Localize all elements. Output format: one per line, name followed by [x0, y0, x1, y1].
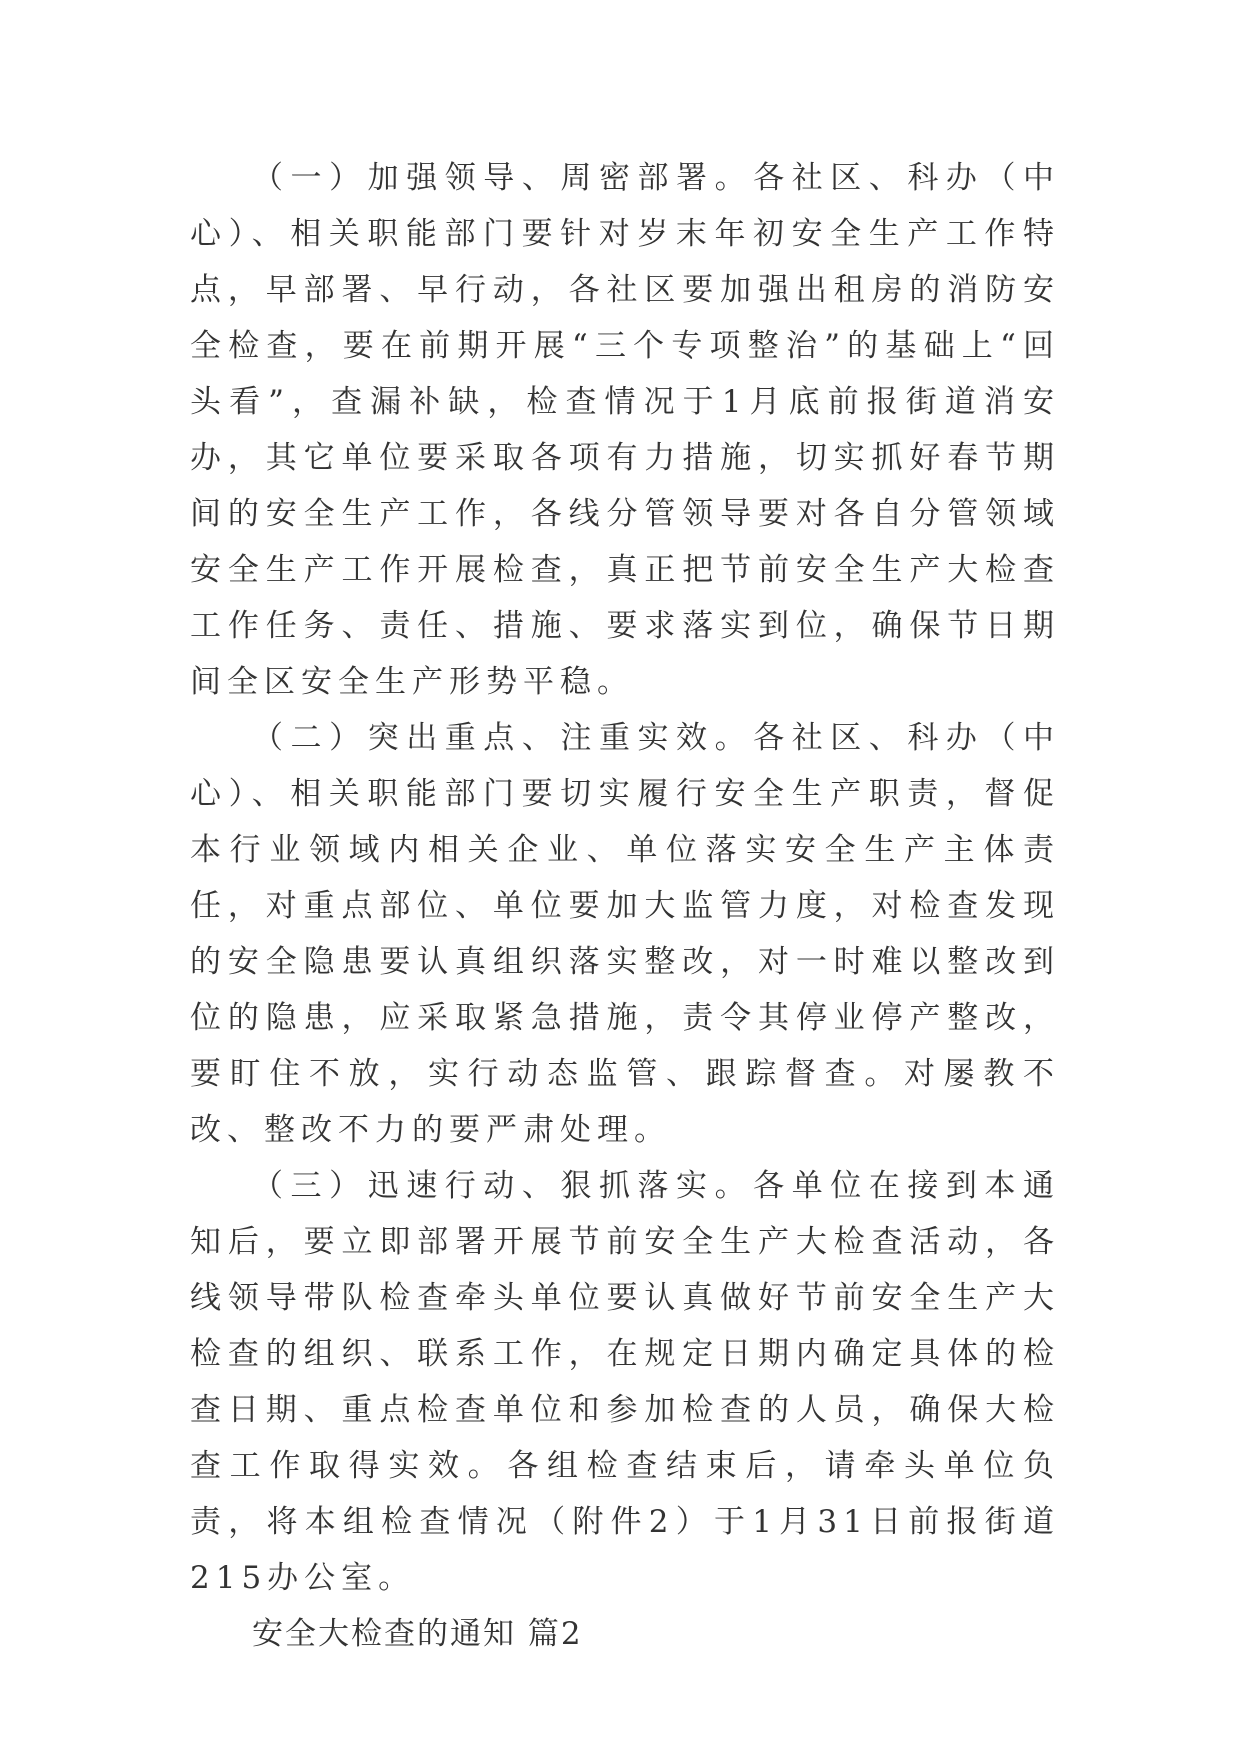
paragraph-rapid-action-implementation: （三）迅速行动、狠抓落实。各单位在接到本通知后，要立即部署开展节前安全生产大检查活动，各线领导带队检查牵头单位要认真做好节前安全生产大检查的组织、联系工作，在规定日期内确定具体的检查日期、重点检查单位和参加检查的人员，确保大检查工作取得实效。各组检查结束后，请牵头单位负责，将本组检查情况（附件2）于1月31日前报街道215办公室。 [190, 1168, 1060, 1596]
paragraph-leadership-deployment: （一）加强领导、周密部署。各社区、科办（中心）、相关职能部门要针对岁末年初安全生产工作特点，早部署、早行动，各社区要加强出租房的消防安全检查，要在前期开展“三个专项整治”的基础上“回头看”，查漏补缺，检查情况于1月底前报街道消安办，其它单位要采取各项有力措施，切实抓好春节期间的安全生产工作，各线分管领导要对各自分管领域安全生产工作开展检查，真正把节前安全生产大检查工作任务、责任、措施、要求落实到位，确保节日期间全区安全生产形势平稳。 [190, 160, 1060, 700]
section-heading-part-2: 安全大检查的通知 篇2 [252, 1616, 583, 1652]
document-body [190, 150, 1060, 1662]
paragraph-key-points-effectiveness: （二）突出重点、注重实效。各社区、科办（中心）、相关职能部门要切实履行安全生产职责，督促本行业领域内相关企业、单位落实安全生产主体责任，对重点部位、单位要加大监管力度，对检查发现的安全隐患要认真组织落实整改，对一时难以整改到位的隐患，应采取紧急措施，责令其停业停产整改，要盯住不放，实行动态监管、跟踪督查。对屡教不改、整改不力的要严肃处理。 [190, 720, 1060, 1148]
